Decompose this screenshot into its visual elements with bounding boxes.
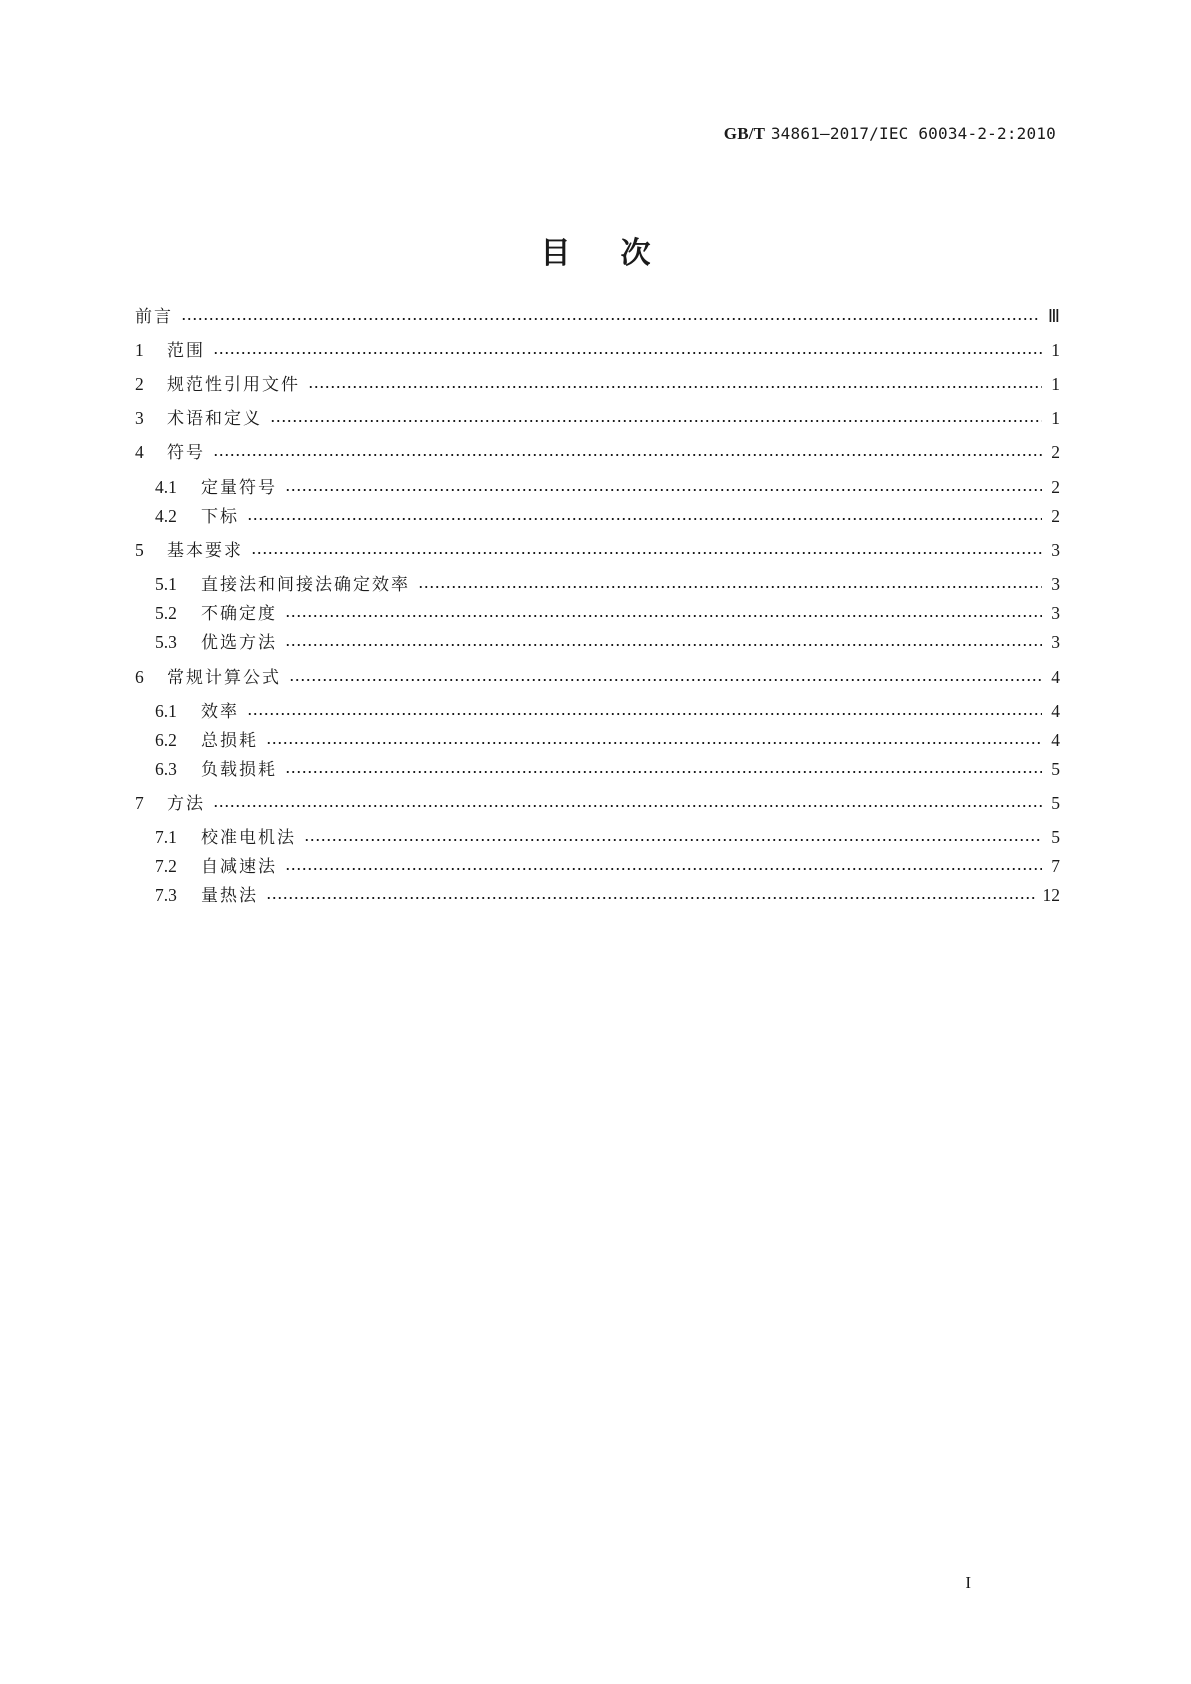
- toc-entry-title: 总损耗: [201, 731, 258, 751]
- toc-entry-number: 4: [135, 442, 144, 462]
- toc-entry-page: 4: [1051, 667, 1060, 687]
- toc-entry-title: 范围: [167, 341, 205, 361]
- toc-entry-page: 4: [1051, 701, 1060, 721]
- toc-leader-dots: [285, 489, 1042, 491]
- toc-entry[interactable]: [135, 664, 1060, 690]
- toc-leader-dots: [213, 805, 1042, 807]
- toc-entry-number: 5.1: [155, 574, 177, 594]
- toc-leader-dots: [213, 352, 1042, 354]
- toc-entry[interactable]: [155, 824, 1060, 850]
- toc-entry-title: 符号: [167, 443, 205, 463]
- toc-entry-number: 6.2: [155, 730, 177, 750]
- toc-entry-title: 量热法: [201, 886, 258, 906]
- toc-entry-number: 4.1: [155, 477, 177, 497]
- toc-entry-number: 1: [135, 340, 144, 360]
- toc-entry-title: 直接法和间接法确定效率: [201, 575, 410, 595]
- toc-entry-page: 1: [1051, 408, 1060, 428]
- toc-entry[interactable]: [155, 503, 1060, 529]
- toc-entry-title: 规范性引用文件: [167, 375, 300, 395]
- toc-entry-page: 5: [1051, 759, 1060, 779]
- toc-leader-dots: [270, 420, 1042, 422]
- toc-leader-dots: [247, 518, 1042, 520]
- toc-entry-page: 12: [1042, 885, 1060, 905]
- toc-entry-number: 4.2: [155, 506, 177, 526]
- toc-leader-dots: [266, 742, 1042, 744]
- toc-entry-number: 5.3: [155, 632, 177, 652]
- toc-entry-number: 7: [135, 793, 144, 813]
- toc-entry-title: 优选方法: [201, 633, 277, 653]
- toc-leader-dots: [247, 713, 1042, 715]
- standard-prefix: GB/T: [723, 124, 766, 143]
- toc-entry-title: 术语和定义: [167, 409, 262, 429]
- toc-entry-number: 5: [135, 540, 144, 560]
- toc-entry-page: 3: [1051, 632, 1060, 652]
- page-title: 目次: [540, 236, 701, 271]
- toc-entry-title: 定量符号: [201, 478, 277, 498]
- toc-entry-page: 2: [1051, 442, 1060, 462]
- toc-leader-dots: [418, 586, 1042, 588]
- toc-leader-dots: [304, 839, 1042, 841]
- standard-code: [724, 124, 1056, 144]
- toc-entry-page: 1: [1051, 374, 1060, 394]
- toc-entry-page: 5: [1051, 827, 1060, 847]
- toc-entry-number: 7.1: [155, 827, 177, 847]
- toc-entry-page: 7: [1051, 856, 1060, 876]
- toc-entry-title: 常规计算公式: [167, 668, 281, 688]
- toc-entry-number: 6.1: [155, 701, 177, 721]
- toc-entry-title: 效率: [201, 702, 239, 722]
- toc-entry-page: Ⅲ: [1047, 306, 1060, 326]
- toc-entry[interactable]: [155, 571, 1060, 597]
- toc-entry-number: 2: [135, 374, 144, 394]
- toc-entry[interactable]: [155, 474, 1060, 500]
- toc-entry-title: 方法: [167, 794, 205, 814]
- toc-entry[interactable]: [155, 629, 1060, 655]
- page-number: I: [965, 1573, 971, 1592]
- toc-leader-dots: [266, 897, 1035, 899]
- toc-entry-page: 1: [1051, 340, 1060, 360]
- toc-entry-page: 2: [1051, 477, 1060, 497]
- toc-entry[interactable]: [155, 853, 1060, 879]
- toc-entry-page: 2: [1051, 506, 1060, 526]
- toc-entry[interactable]: [135, 790, 1060, 816]
- toc-entry-number: 7.3: [155, 885, 177, 905]
- toc-entry[interactable]: [135, 537, 1060, 563]
- toc-entry-page: 3: [1051, 574, 1060, 594]
- toc-entry[interactable]: [135, 337, 1060, 363]
- toc-entry-page: 3: [1051, 540, 1060, 560]
- toc-leader-dots: [289, 679, 1042, 681]
- toc-entry[interactable]: [135, 371, 1060, 397]
- toc-entry-number: 6: [135, 667, 144, 687]
- toc-leader-dots: [251, 552, 1042, 554]
- toc-leader-dots: [181, 318, 1040, 320]
- toc-entry[interactable]: [155, 600, 1060, 626]
- toc-entry[interactable]: [135, 303, 1060, 329]
- toc-entry[interactable]: [155, 727, 1060, 753]
- toc-entry-number: 3: [135, 408, 144, 428]
- toc-entry-number: 6.3: [155, 759, 177, 779]
- toc-entry[interactable]: [135, 439, 1060, 465]
- toc-leader-dots: [285, 644, 1042, 646]
- standard-number: 34861—2017/IEC 60034-2-2:2010: [770, 124, 1056, 143]
- toc-entry-number: 5.2: [155, 603, 177, 623]
- toc-leader-dots: [308, 386, 1042, 388]
- toc-entry-number: 7.2: [155, 856, 177, 876]
- toc-entry-title: 前言: [135, 307, 173, 327]
- toc-entry-page: 4: [1051, 730, 1060, 750]
- toc-entry[interactable]: [155, 882, 1060, 908]
- toc-entry[interactable]: [135, 405, 1060, 431]
- toc-entry-title: 负载损耗: [201, 760, 277, 780]
- toc-entry-title: 不确定度: [201, 604, 277, 624]
- toc-entry-title: 自减速法: [201, 857, 277, 877]
- toc-leader-dots: [285, 868, 1042, 870]
- toc-entry[interactable]: [155, 698, 1060, 724]
- toc-entry-title: 校准电机法: [201, 828, 296, 848]
- toc-entry[interactable]: [155, 756, 1060, 782]
- toc-entry-page: 5: [1051, 793, 1060, 813]
- toc-entry-title: 基本要求: [167, 541, 243, 561]
- toc-leader-dots: [285, 771, 1042, 773]
- toc-entry-page: 3: [1051, 603, 1060, 623]
- toc-leader-dots: [213, 454, 1042, 456]
- toc-leader-dots: [285, 615, 1042, 617]
- toc-entry-title: 下标: [201, 507, 239, 527]
